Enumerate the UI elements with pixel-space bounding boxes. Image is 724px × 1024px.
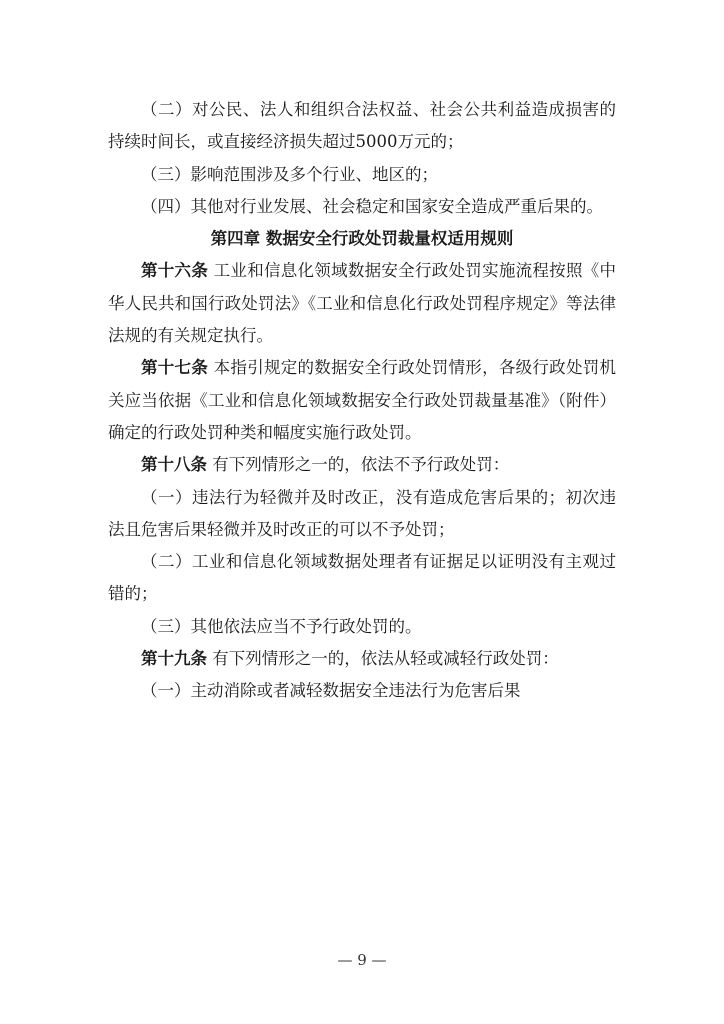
paragraph-item-3: （三）影响范围涉及多个行业、地区的； — [141, 164, 438, 184]
chapter-heading: 第四章 数据安全行政处罚裁量权适用规则 — [210, 229, 514, 249]
article-18 — [108, 449, 616, 481]
article-18-item-3: （三）其他依法应当不予行政处罚的。 — [141, 616, 422, 636]
article-16-label: 第十六条 — [141, 261, 209, 281]
paragraph-item-2: （二）对公民、法人和组织合法权益、社会公共利益造成损害的持续时间长，或直接经济损失超过5000万元的； — [108, 100, 616, 152]
article-17 — [108, 352, 616, 449]
article-18-label: 第十八条 — [141, 455, 207, 475]
article-18-item-1: （一）违法行为轻微并及时改正，没有造成危害后果的；初次违法且危害后果轻微并及时改正的可以不予处罚； — [108, 487, 616, 539]
article-16 — [108, 255, 616, 352]
article-19-label: 第十九条 — [141, 649, 207, 669]
document-body — [108, 94, 616, 708]
article-18-text: 有下列情形之一的，依法不予行政处罚： — [212, 455, 510, 475]
article-19 — [108, 643, 616, 675]
article-19-text: 有下列情形之一的，依法从轻或减轻行政处罚： — [212, 649, 559, 669]
page-number: — 9 — — [337, 951, 387, 969]
article-17-text: 本指引规定的数据安全行政处罚情形，各级行政处罚机关应当依据《工业和信息化领域数据安全行政处罚裁量基准》（附件）确定的行政处罚种类和幅度实施行政处罚。 — [108, 358, 617, 442]
article-16-text: 工业和信息化领域数据安全行政处罚实施流程按照《中华人民共和国行政处罚法》《工业和信息化行政处罚程序规定》等法律法规的有关规定执行。 — [108, 261, 617, 346]
article-19-item-1: （一）主动消除或者减轻数据安全违法行为危害后果 — [141, 681, 521, 701]
paragraph-item-4: （四）其他对行业发展、社会稳定和国家安全造成严重后果的。 — [141, 196, 603, 216]
article-17-label: 第十七条 — [141, 358, 209, 378]
article-18-item-2: （二）工业和信息化领域数据处理者有证据足以证明没有主观过错的； — [108, 552, 616, 604]
